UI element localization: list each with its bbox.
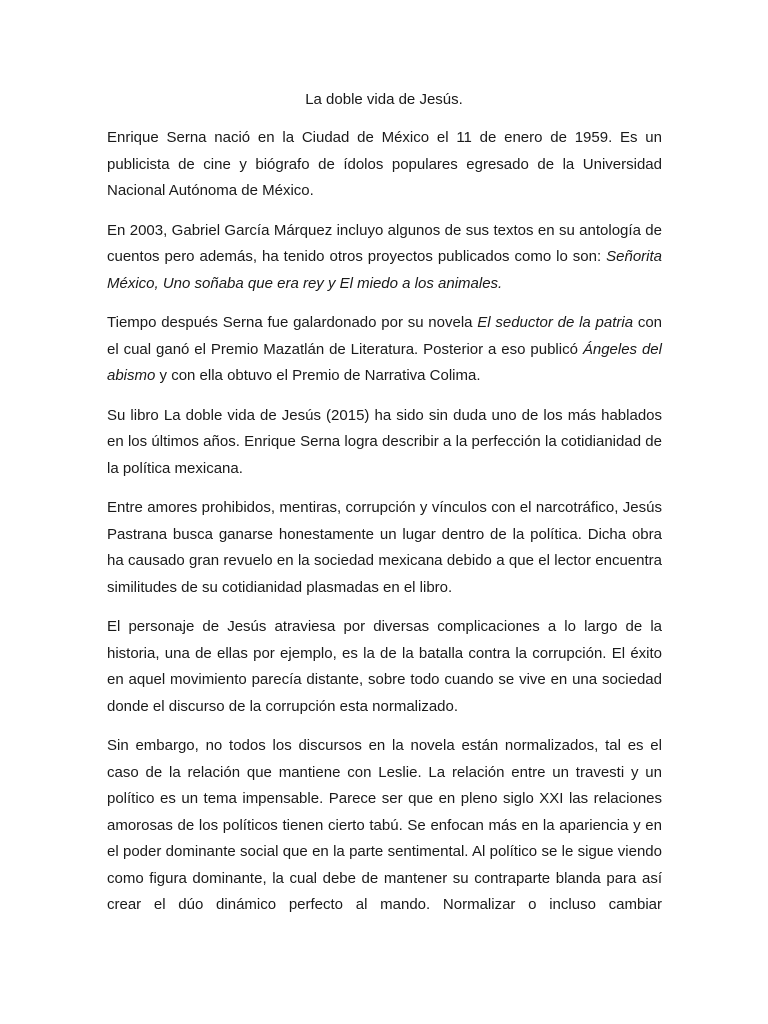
paragraph-3-text-3: y con ella obtuvo el Premio de Narrativa Colima. bbox=[155, 367, 481, 384]
paragraph-1: Enrique Serna nació en la Ciudad de México el 11 de enero de 1959. Es un publicista de cine y biógrafo de ídolos populares egresado de la Universidad Nacional Autónoma de México. bbox=[107, 129, 662, 199]
paragraph-7: Sin embargo, no todos los discursos en la novela están normalizados, tal es el caso de la relación que mantiene con Leslie. La relación entre un travesti y un político es un tema impensable. Parece ser que en pleno siglo XXI las relaciones amorosas de los políticos tienen cierto tabú. Se enfocan más en la apariencia y en el poder dominante social que en la parte sentimental. Al político se le sigue viendo como figura dominante, la cual debe de mantener su contraparte blanda para así crear el dúo dinámico perfecto al mando. Normalizar o incluso cambiar bbox=[107, 737, 662, 913]
paragraph-6: El personaje de Jesús atraviesa por diversas complicaciones a lo largo de la historia, una de ellas por ejemplo, es la de la batalla contra la corrupción. El éxito en aquel movimiento parecía distante, sobre todo cuando se vive en una sociedad donde el discurso de la corrupción esta normalizado. bbox=[107, 618, 662, 715]
document-body bbox=[107, 125, 662, 932]
paragraph-3-italic-title-2: Ángeles del abismo bbox=[107, 340, 662, 384]
paragraph-2-italic-titles: Señorita México, Uno soñaba que era rey y El miedo a los animales. bbox=[107, 248, 662, 292]
paragraph-2 bbox=[107, 218, 662, 298]
paragraph-4: Su libro La doble vida de Jesús (2015) ha sido sin duda uno de los más hablados en los últimos años. Enrique Serna logra describir a la perfección la cotidianidad de la política mexicana. bbox=[107, 406, 662, 477]
paragraph-2-text: En 2003, Gabriel García Márquez incluyo algunos de sus textos en su antología de cuentos pero además, ha tenido otros proyectos publicados como lo son: bbox=[107, 221, 662, 265]
paragraph-5: Entre amores prohibidos, mentiras, corrupción y vínculos con el narcotráfico, Jesús Pastrana busca ganarse honestamente un lugar dentro de la política. Dicha obra ha causado gran revuelo en la sociedad mexicana debido a que el lector encuentra similitudes de su cotidianidad plasmadas en el libro. bbox=[107, 499, 662, 596]
paragraph-3 bbox=[107, 310, 662, 390]
paragraph-3-text-2: con el cual ganó el Premio Mazatlán de Literatura. Posterior a eso publicó bbox=[107, 314, 663, 358]
document-title: La doble vida de Jesús. bbox=[305, 91, 463, 108]
paragraph-3-text-1: Tiempo después Serna fue galardonado por su novela bbox=[107, 314, 478, 331]
paragraph-3-italic-title-1: El seductor de la patria bbox=[477, 314, 634, 331]
